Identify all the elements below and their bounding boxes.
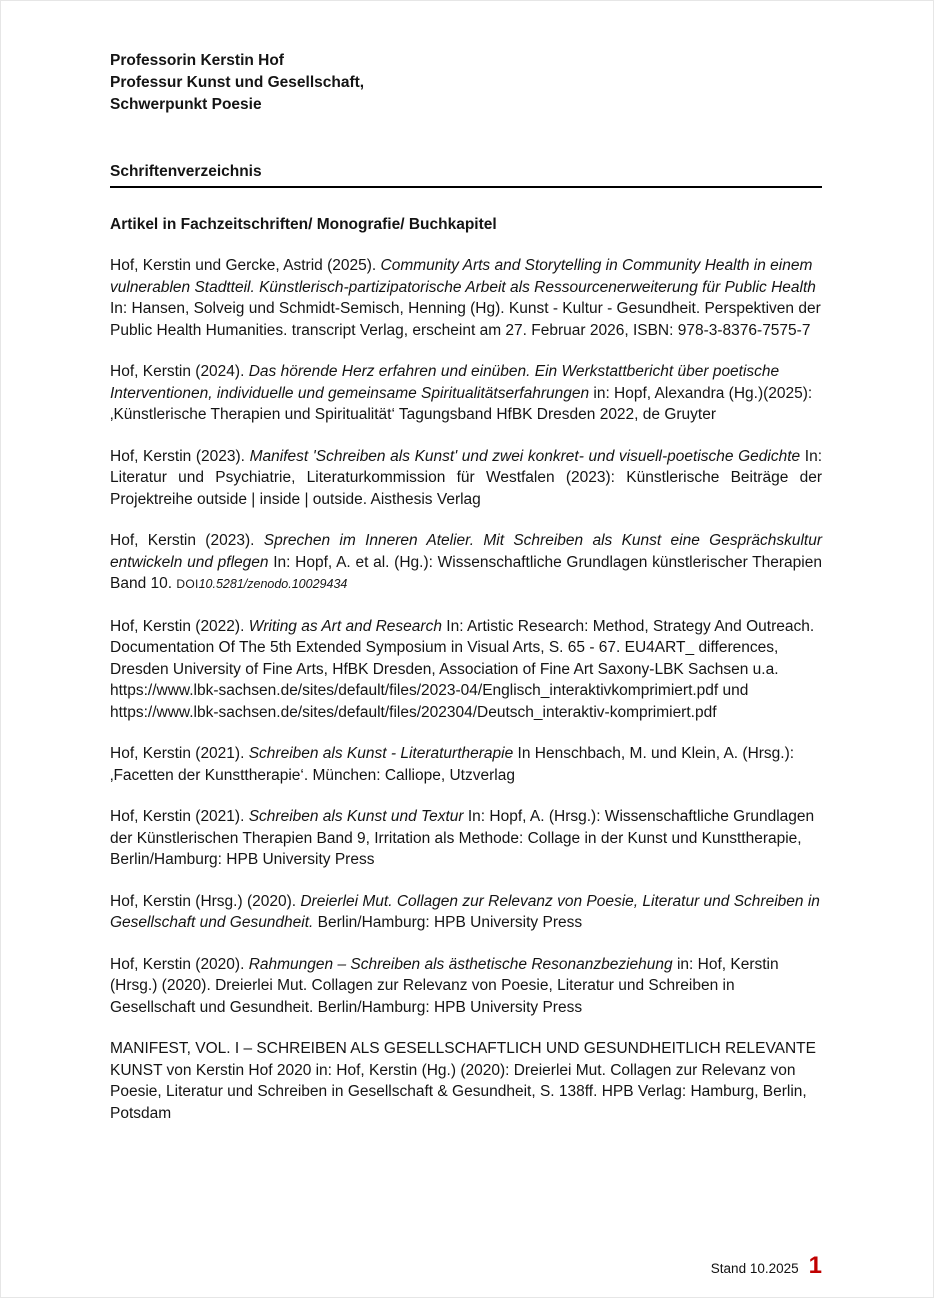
entry-segment: In: Literatur und Psychiatrie, Literaturkommission für Westfalen (2023): Künstlerische Beiträge der Projektreihe outside | inside | outside. Aisthesis Verlag [110, 447, 823, 508]
entry-segment: Manifest 'Schreiben als Kunst' und zwei konkret- und visuell-poetische Gedichte [249, 447, 801, 465]
publication-list [110, 255, 822, 1124]
author-name: Professorin Kerstin Hof [110, 52, 284, 69]
entry-segment: Rahmungen – Schreiben als ästhetische Resonanzbeziehung [248, 955, 673, 973]
entry-segment: Sprechen im Inneren Atelier. Mit Schreiben als Kunst eine Gesprächskultur entwickeln und pflegen [110, 532, 822, 571]
entry-segment: Hof, Kerstin und Gercke, Astrid (2025). [110, 257, 381, 274]
publication-entry [110, 616, 822, 724]
entry-segment: Schreiben als Kunst - Literaturtherapie [248, 745, 514, 762]
publication-entry [110, 743, 822, 786]
page-number: 1 [808, 1252, 822, 1279]
entry-segment: Hof, Kerstin (2023). [110, 447, 250, 465]
author-header [110, 50, 822, 116]
publication-entry [110, 446, 822, 511]
entry-segment: In Henschbach, M. und Klein, A. (Hrsg.): ‚Facetten der Kunsttherapie‘. München: Calliope, Utzverlag [110, 745, 795, 784]
entry-segment: Hof, Kerstin (2024). [110, 363, 249, 380]
entry-segment: 10.5281/zenodo.10029434 [198, 577, 348, 591]
publication-entry [110, 361, 822, 426]
entry-segment: Hof, Kerstin (2021). [110, 745, 249, 762]
entry-segment: DOI [176, 577, 199, 591]
entry-segment: Schreiben als Kunst und Textur [248, 808, 464, 825]
publication-entry [110, 255, 822, 341]
entry-segment: Berlin/Hamburg: HPB University Press [313, 914, 583, 931]
page-content [110, 0, 822, 1124]
entry-segment: Hof, Kerstin (2023). [110, 532, 264, 549]
publication-entry [110, 954, 822, 1019]
entry-segment: In: Artistic Research: Method, Strategy And Outreach. Documentation Of The 5th Extended Symposium in Visual Arts, S. 65 - 67. EU4ART_ differences, Dresden University of Fine Arts, HfBK Dresden, Association of Fine Art Saxony-LBK Sachsen u.a. https://www.lbk-sachsen.de/sites/default/files/2023-04/Englisch_interaktivkomprimiert.pdf und https://www.lbk-sachsen.de/sites/default/files/202304/Deutsch_interaktiv-komprimiert.pdf [110, 617, 815, 721]
publication-entry [110, 806, 822, 871]
entry-segment: in: Hof, Kerstin (Hrsg.) (2020). Dreierlei Mut. Collagen zur Relevanz von Poesie, Literatur und Schreiben in Gesellschaft und Gesundheit. Berlin/Hamburg: HPB University Press [110, 955, 779, 1016]
entry-segment: Hof, Kerstin (2021). [110, 808, 249, 825]
entry-segment: Hof, Kerstin (2022). [110, 617, 249, 635]
entry-segment: MANIFEST, VOL. I – SCHREIBEN ALS GESELLSCHAFTLICH UND GESUNDHEITLICH RELEVANTE KUNST von Kerstin Hof 2020 in: Hof, Kerstin (Hg.) (2020): Dreierlei Mut. Collagen zur Relevanz von Poesie, Literatur und Schreiben in Gesellschaft & Gesundheit, S. 138ff. HPB Verlag: Hamburg, Berlin, Potsdam [110, 1040, 816, 1122]
publication-entry [110, 891, 822, 934]
entry-segment: Writing as Art and Research [248, 617, 442, 635]
entry-segment: In: Hopf, A. et al. (Hg.): Wissenschaftliche Grundlagen künstlerischer Therapien Band 10. [110, 553, 822, 592]
section-heading: Artikel in Fachzeitschriften/ Monografie/ Buchkapitel [110, 216, 497, 233]
author-focus: Schwerpunkt Poesie [110, 96, 262, 113]
entry-segment: Das hörende Herz erfahren und einüben. Ein Werkstattbericht über poetische Interventionen, individuelle und gemeinsame Spiritualitätserfahrungen [110, 363, 780, 402]
entry-segment: Dreierlei Mut. Collagen zur Relevanz von Poesie, Literatur und Schreiben in Gesellschaft und Gesundheit. [110, 892, 820, 931]
entry-segment: In: Hansen, Solveig und Schmidt-Semisch, Henning (Hg). Kunst - Kultur - Gesundheit. Perspektiven der Public Health Humanities. transcript Verlag, erscheint am 27. Februar 2026, ISBN: 978-3-8376-7575-7 [110, 300, 821, 339]
revision-date: Stand 10.2025 [710, 1261, 799, 1276]
entry-segment: Hof, Kerstin (Hrsg.) (2020). [110, 892, 301, 910]
document-title: Schriftenverzeichnis [110, 162, 822, 188]
entry-segment: Community Arts and Storytelling in Community Health in einem vulnerablen Stadtteil. Künstlerisch-partizipatorische Arbeit als Ressourcenerweiterung für Public Health [110, 257, 816, 296]
entry-segment: Hof, Kerstin (2020). [110, 955, 249, 973]
author-chair: Professur Kunst und Gesellschaft, [110, 74, 365, 91]
publication-entry [110, 530, 822, 596]
entry-segment: in: Hopf, Alexandra (Hg.)(2025): ‚Künstlerische Therapien und Spiritualität‘ Tagungsband HfBK Dresden 2022, de Gruyter [110, 384, 813, 423]
entry-segment: In: Hopf, A. (Hrsg.): Wissenschaftliche Grundlagen der Künstlerischen Therapien Band 9, Irritation als Methode: Collage in der Kunst und Kunsttherapie, Berlin/Hamburg: HPB University Press [110, 808, 815, 868]
page-footer [711, 1252, 822, 1280]
publication-entry [110, 1038, 822, 1124]
